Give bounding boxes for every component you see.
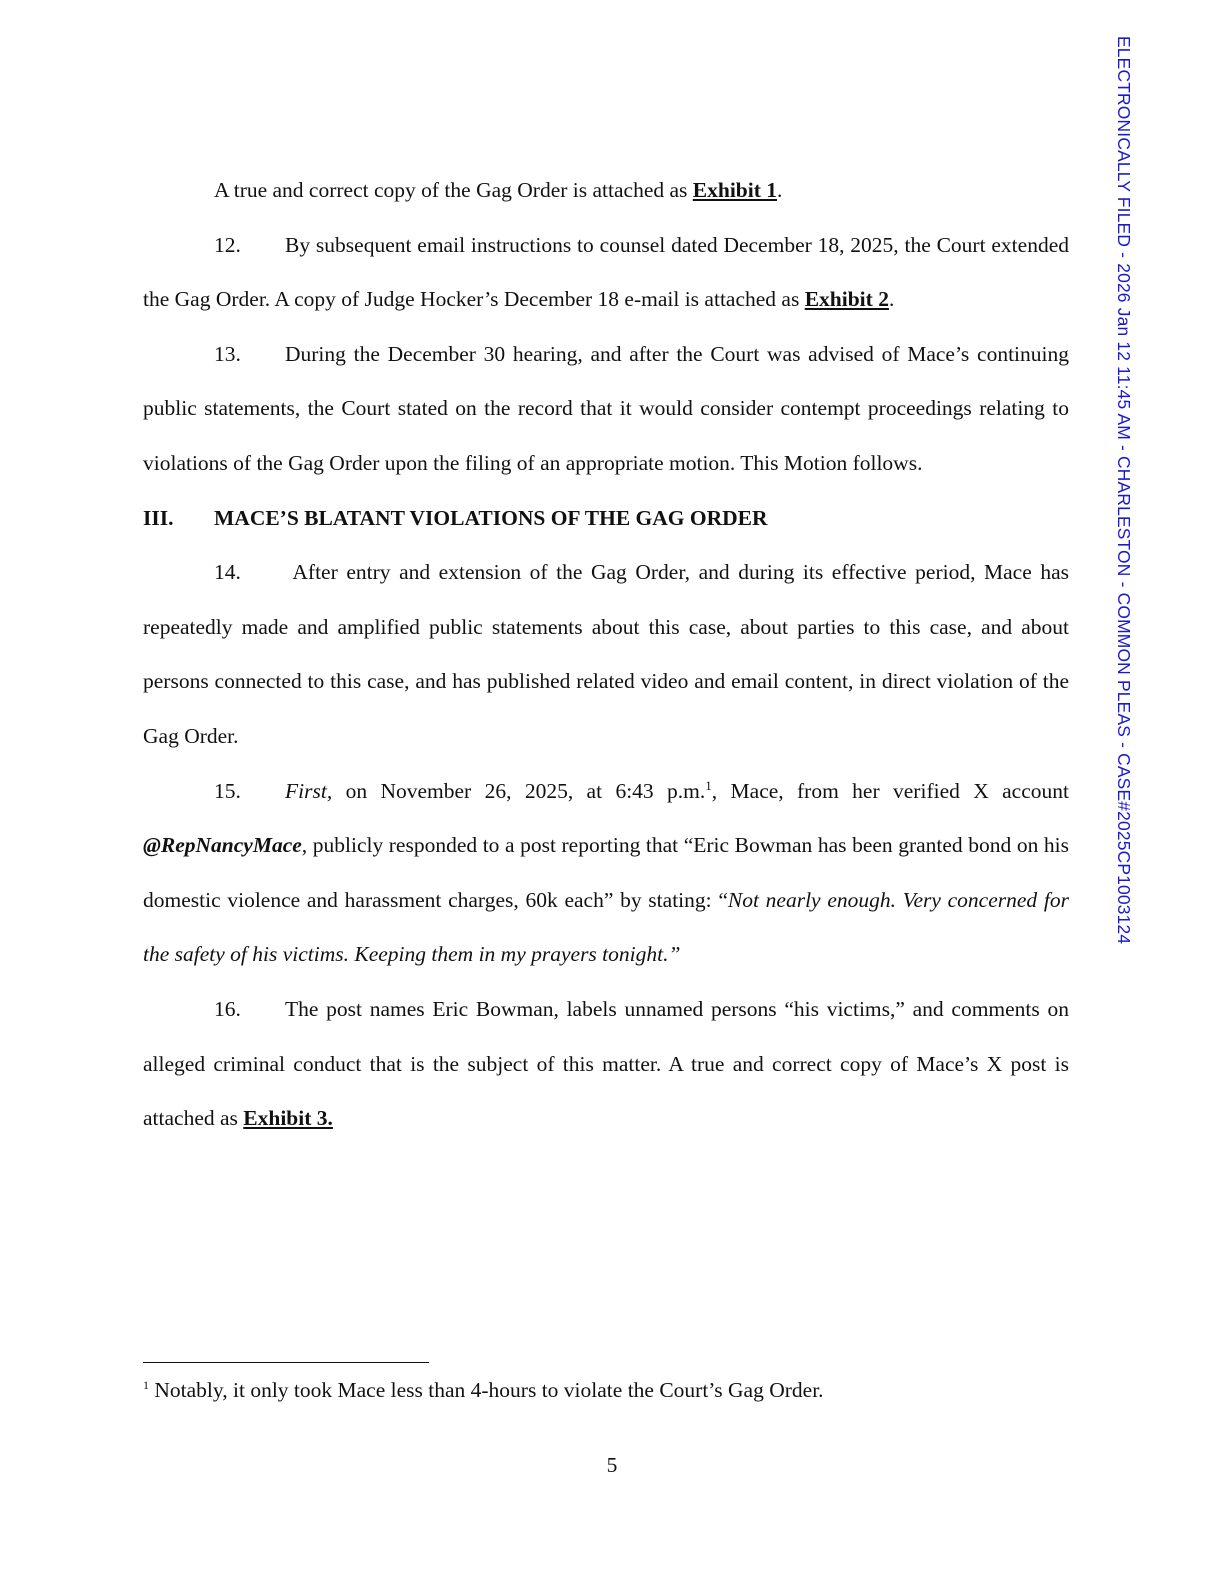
paragraph-15: 15. First, on November 26, 2025, at 6:43 p.m.$^1$, Mace, from her verified X account @RepNancyMace, publicly responded to a post reporting that “Eric Bowman has been granted bond on his domestic violence and harassment charges, 60k each” by stating: “Not nearly enough. Very concerned for the safety of his victims. Keeping them in my prayers tonight.” xyxy=(143,764,1069,982)
footnote-reference: 1 xyxy=(705,777,712,793)
footnote-marker: 1 xyxy=(143,1377,149,1392)
paragraph-text: By subsequent email instructions to counsel dated December 18, 2025, the Court extended the Gag Order. A copy of Judge Hocker’s December 18 e-mail is attached as xyxy=(143,232,1069,312)
footnote xyxy=(143,1376,1069,1404)
paragraph-text: After entry and extension of the Gag Order, and during its effective period, Mace has repeatedly made and amplified public statements about this case, about parties to this case, and about persons connected to this case, and has published related video and email content, in direct violation of the Gag Order. xyxy=(143,560,1069,748)
paragraph-number: 13. xyxy=(214,341,241,366)
section-heading xyxy=(143,491,1069,546)
paragraph-exhibit-1: A true and correct copy of the Gag Order is attached as Exhibit 1. xyxy=(214,178,783,202)
paragraph-14 xyxy=(143,545,1069,763)
x-account-handle: @RepNancyMace xyxy=(143,833,302,858)
paragraph-text: The post names Eric Bowman, labels unnamed persons “his victims,” and comments on alleged criminal conduct that is the subject of this matter. A true and correct copy of Mace’s X post is attached as xyxy=(143,996,1069,1131)
paragraph-13 xyxy=(143,327,1069,491)
electronic-filing-stamp: ELECTRONICALLY FILED - 2026 Jan 12 11:45 AM - CHARLESTON - COMMON PLEAS - CASE#2025CP1003124 xyxy=(1114,36,1134,945)
footnote-divider xyxy=(143,1362,429,1363)
exhibit-3-reference: Exhibit 3. xyxy=(243,1106,333,1131)
document-body xyxy=(143,163,1069,1146)
section-number: III. xyxy=(143,505,174,530)
exhibit-1-reference: Exhibit 1 xyxy=(692,178,778,202)
paragraph-text: A true and correct copy of the Gag Order is attached as xyxy=(214,178,693,202)
paragraph-12: 12. By subsequent email instructions to counsel dated December 18, 2025, the Court extended the Gag Order. A copy of Judge Hocker’s December 18 e-mail is attached as Exhibit 2. xyxy=(143,218,1069,327)
first-emphasis: First, xyxy=(285,778,333,803)
paragraph-number: 14. xyxy=(214,560,241,585)
paragraph-number: 12. xyxy=(214,232,241,257)
quoted-post: Not nearly enough. Very concerned for the safety of his victims. Keeping them in my prayers tonight.” xyxy=(143,887,1069,967)
page-number: 5 xyxy=(606,1453,618,1477)
paragraph-16 xyxy=(143,982,1069,1146)
exhibit-2-reference: Exhibit 2 xyxy=(804,287,889,312)
paragraph-number: 15. xyxy=(214,778,241,803)
paragraph-text: During the December 30 hearing, and after the Court was advised of Mace’s continuing public statements, the Court stated on the record that it would consider contempt proceedings relating to violations of the Gag Order upon the filing of an appropriate motion. This Motion follows. xyxy=(143,341,1069,475)
paragraph-number: 16. xyxy=(214,996,241,1021)
section-title: MACE’S BLATANT VIOLATIONS OF THE GAG ORDER xyxy=(214,505,768,530)
footnote-text: Notably, it only took Mace less than 4-hours to violate the Court’s Gag Order. xyxy=(149,1378,824,1402)
